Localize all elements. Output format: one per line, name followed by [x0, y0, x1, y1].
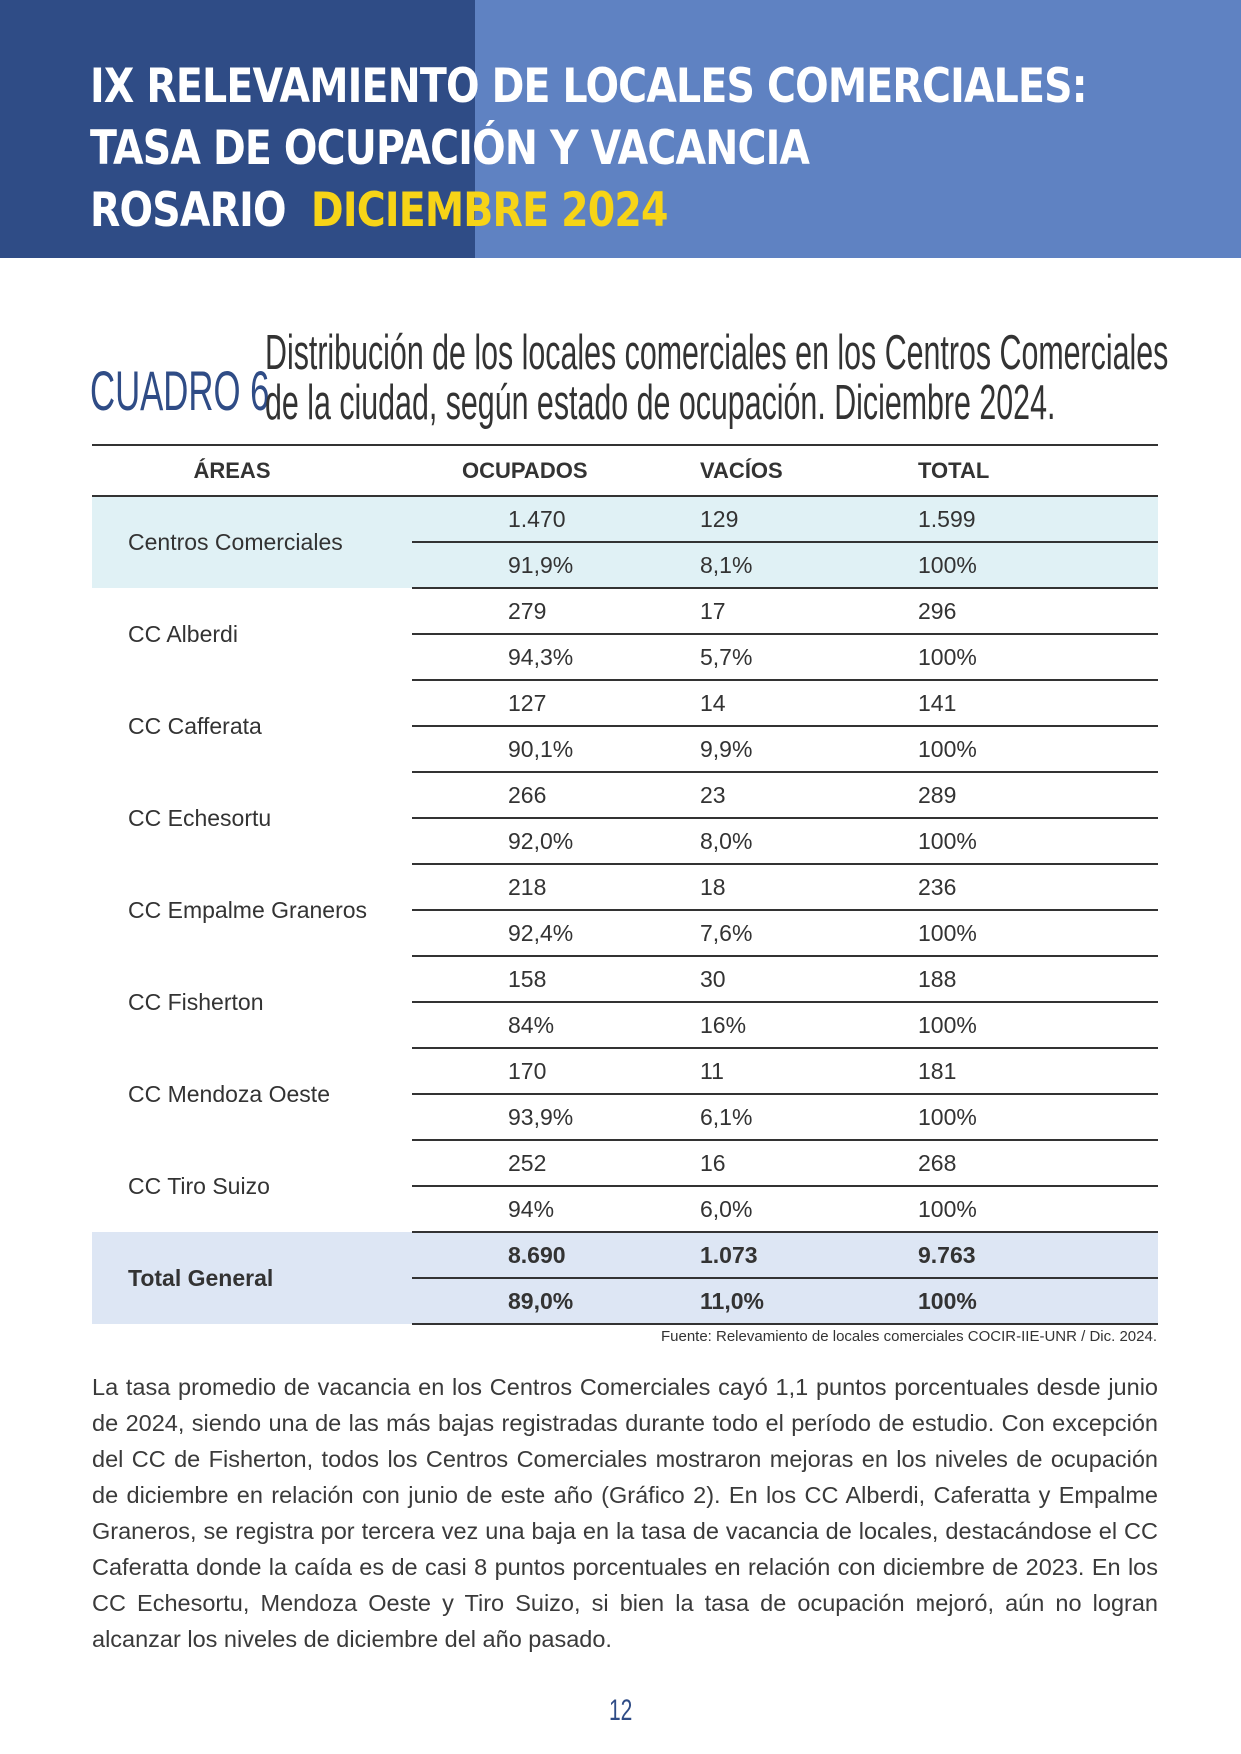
ocupados-pct: 93,9%: [412, 1094, 670, 1140]
ocupados-pct: 92,4%: [412, 910, 670, 956]
ocupados-pct: 94,3%: [412, 634, 670, 680]
table-row: [92, 864, 1158, 910]
ocupados-count: 8.690: [412, 1232, 670, 1278]
ocupados-count: 1.470: [412, 496, 670, 542]
vacios-pct: 8,1%: [670, 542, 908, 588]
table-row: [92, 772, 1158, 818]
total-pct: 100%: [908, 1278, 1158, 1324]
ocupados-count: 252: [412, 1140, 670, 1186]
total-count: 9.763: [908, 1232, 1158, 1278]
table-row: [92, 1232, 1158, 1278]
report-city: ROSARIO: [90, 183, 286, 238]
table-header-row: [92, 445, 1158, 496]
area-name: CC Tiro Suizo: [128, 1172, 270, 1199]
table-row: [92, 1048, 1158, 1094]
total-pct: 100%: [908, 1094, 1158, 1140]
vacios-pct: 6,1%: [670, 1094, 908, 1140]
ocupados-count: 218: [412, 864, 670, 910]
ocupados-count: 158: [412, 956, 670, 1002]
ocupados-pct: 94%: [412, 1186, 670, 1232]
page-number: [0, 1694, 1241, 1728]
table-row: [92, 956, 1158, 1002]
area-name: CC Mendoza Oeste: [128, 1080, 330, 1107]
ocupados-count: 170: [412, 1048, 670, 1094]
table-title-line2: de la ciudad, según estado de ocupación. Diciembre 2024.: [265, 376, 1056, 430]
area-name: CC Cafferata: [128, 712, 262, 739]
body-paragraph: La tasa promedio de vacancia en los Centros Comerciales cayó 1,1 puntos porcentuales desde junio de 2024, siendo una de las más bajas registradas durante todo el período de estudio. Con excepción del CC de Fisherton, todos los Centros Comerciales mostraron mejoras en los niveles de ocupación de diciembre en relación con junio de este año (Gráfico 2). En los CC Alberdi, Caferatta y Empalme Graneros, se registra por tercera vez una baja en la tasa de vacancia de locales, destacándose el CC Caferatta donde la caída es de casi 8 puntos porcentuales en relación con diciembre de 2023. En los CC Echesortu, Mendoza Oeste y Tiro Suizo, si bien la tasa de ocupación mejoró, aún no logran alcanzar los niveles de diciembre del año pasado.: [92, 1374, 1158, 1652]
vacios-count: 17: [670, 588, 908, 634]
vacios-count: 16: [670, 1140, 908, 1186]
ocupados-pct: 91,9%: [412, 542, 670, 588]
header-ocupados: OCUPADOS: [412, 445, 670, 496]
total-count: 289: [908, 772, 1158, 818]
table-row: [92, 1140, 1158, 1186]
report-title-line1: IX RELEVAMIENTO DE LOCALES COMERCIALES:: [90, 59, 1087, 114]
vacios-pct: 6,0%: [670, 1186, 908, 1232]
vacios-count: 11: [670, 1048, 908, 1094]
total-count: 296: [908, 588, 1158, 634]
vacios-pct: 8,0%: [670, 818, 908, 864]
vacios-count: 14: [670, 680, 908, 726]
ocupados-pct: 90,1%: [412, 726, 670, 772]
vacios-pct: 11,0%: [670, 1278, 908, 1324]
total-pct: 100%: [908, 910, 1158, 956]
vacios-count: 18: [670, 864, 908, 910]
total-pct: 100%: [908, 818, 1158, 864]
table-title: [265, 328, 1168, 428]
total-count: 181: [908, 1048, 1158, 1094]
vacios-count: 129: [670, 496, 908, 542]
vacios-pct: 7,6%: [670, 910, 908, 956]
total-pct: 100%: [908, 726, 1158, 772]
total-pct: 100%: [908, 542, 1158, 588]
header-areas: ÁREAS: [92, 445, 412, 496]
total-count: 1.599: [908, 496, 1158, 542]
header-vacios: VACÍOS: [670, 445, 908, 496]
area-name: CC Alberdi: [128, 620, 238, 647]
table-row: [92, 496, 1158, 542]
total-count: 268: [908, 1140, 1158, 1186]
ocupados-pct: 92,0%: [412, 818, 670, 864]
area-name: CC Fisherton: [128, 988, 264, 1015]
report-title: [90, 56, 1087, 242]
vacios-pct: 16%: [670, 1002, 908, 1048]
vacios-pct: 5,7%: [670, 634, 908, 680]
total-count: 141: [908, 680, 1158, 726]
ocupados-pct: 84%: [412, 1002, 670, 1048]
ocupados-count: 266: [412, 772, 670, 818]
vacios-count: 1.073: [670, 1232, 908, 1278]
report-date: DICIEMBRE 2024: [310, 183, 668, 238]
page-number-text: 12: [608, 1694, 633, 1727]
table-row: [92, 588, 1158, 634]
total-count: 236: [908, 864, 1158, 910]
total-pct: 100%: [908, 634, 1158, 680]
area-name: CC Echesortu: [128, 804, 272, 831]
ocupados-pct: 89,0%: [412, 1278, 670, 1324]
ocupados-count: 279: [412, 588, 670, 634]
area-name: Total General: [92, 1232, 412, 1324]
vacios-count: 30: [670, 956, 908, 1002]
occupancy-table: [92, 444, 1158, 1325]
table-source: Fuente: Relevamiento de locales comerciales COCIR-IIE-UNR / Dic. 2024.: [660, 1328, 1157, 1345]
header-total: TOTAL: [908, 445, 1158, 496]
area-name: CC Empalme Graneros: [128, 896, 368, 923]
table-row: [92, 680, 1158, 726]
table-body: [92, 496, 1158, 1324]
table-number: CUADRO 6: [90, 359, 270, 422]
total-pct: 100%: [908, 1186, 1158, 1232]
total-pct: 100%: [908, 1002, 1158, 1048]
vacios-pct: 9,9%: [670, 726, 908, 772]
vacios-count: 23: [670, 772, 908, 818]
report-title-line2: TASA DE OCUPACIÓN Y VACANCIA: [90, 121, 810, 176]
header-banner: [0, 0, 1241, 258]
ocupados-count: 127: [412, 680, 670, 726]
area-name: Centros Comerciales: [92, 496, 412, 588]
total-count: 188: [908, 956, 1158, 1002]
table-title-line1: Distribución de los locales comerciales en los Centros Comerciales: [265, 326, 1169, 380]
